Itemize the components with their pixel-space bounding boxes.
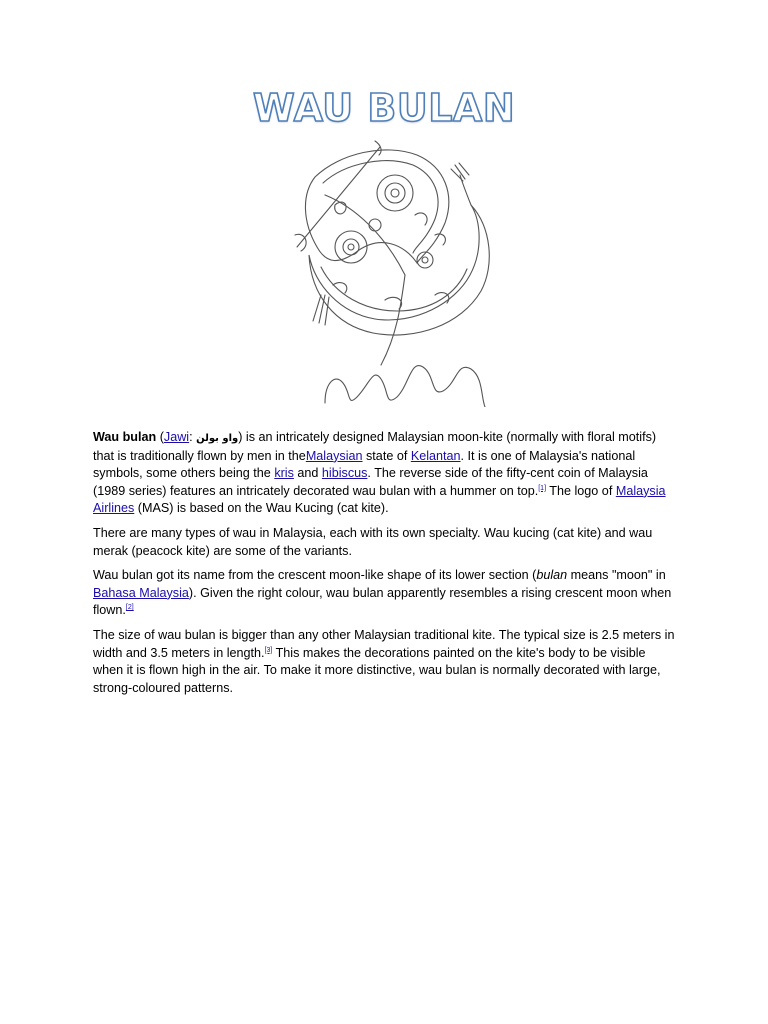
reference-1-link[interactable]: [1] — [538, 484, 547, 492]
paragraph-intro: Wau bulan (Jawi: واو بولن) is an intricately designed Malaysian moon-kite (normally with floral motifs) that is traditionally flown by men in theMalaysian state of Kelantan. It is one of Malaysia's national symbols, some others being the kris and hibiscus. The reverse side of the fifty-cent coin of Malaysia (1989 series) features an intricately decorated wau bulan with a hummer on top.[1] The logo of Malaysia Airlines (MAS) is based on the Wau Kucing (cat kite). — [93, 430, 666, 516]
malaysian-link[interactable]: Malaysian — [305, 448, 363, 463]
jawi-link[interactable]: Jawi — [163, 430, 190, 444]
jawi-script: واو بولن — [196, 433, 239, 444]
malaysia-airlines-link[interactable]: Malaysia Airlines — [93, 483, 666, 516]
hibiscus-link[interactable]: hibiscus — [321, 466, 368, 481]
bold-term: Wau bulan — [93, 430, 157, 444]
bahasa-malaysia-link[interactable]: Bahasa Malaysia — [93, 585, 189, 600]
reference-3-link[interactable]: [3] — [264, 646, 273, 654]
reference-2-link[interactable]: [2] — [125, 604, 134, 612]
italic-term: bulan — [536, 568, 568, 583]
kris-link[interactable]: kris — [274, 466, 294, 481]
kelantan-link[interactable]: Kelantan — [410, 448, 461, 463]
article-body — [93, 429, 678, 704]
reference-1 — [538, 485, 546, 492]
page-title: WAU BULAN — [252, 86, 516, 130]
wau-bulan-kite-drawing — [285, 135, 500, 407]
paragraph-size: The size of wau bulan is bigger than any other Malaysian traditional kite. The typical size is 2.5 meters in width and 3.5 meters in length.[3] This makes the decorations painted on the kite's body to be visible when it is flown high in the air. To make it more distinctive, wau bulan is normally decorated with large, strong-coloured patterns. — [93, 627, 675, 695]
paragraph-types: There are many types of wau in Malaysia, each with its own specialty. Wau kucing (cat kite) and wau merak (peacock kite) are some of the variants. — [93, 525, 653, 558]
paragraph-name-origin: Wau bulan got its name from the crescent moon-like shape of its lower section (bulan means "moon" in Bahasa Malaysia). Given the right colour, wau bulan apparently resembles a rising crescent moon when flown.[2] — [93, 568, 672, 618]
reference-2 — [126, 604, 134, 611]
